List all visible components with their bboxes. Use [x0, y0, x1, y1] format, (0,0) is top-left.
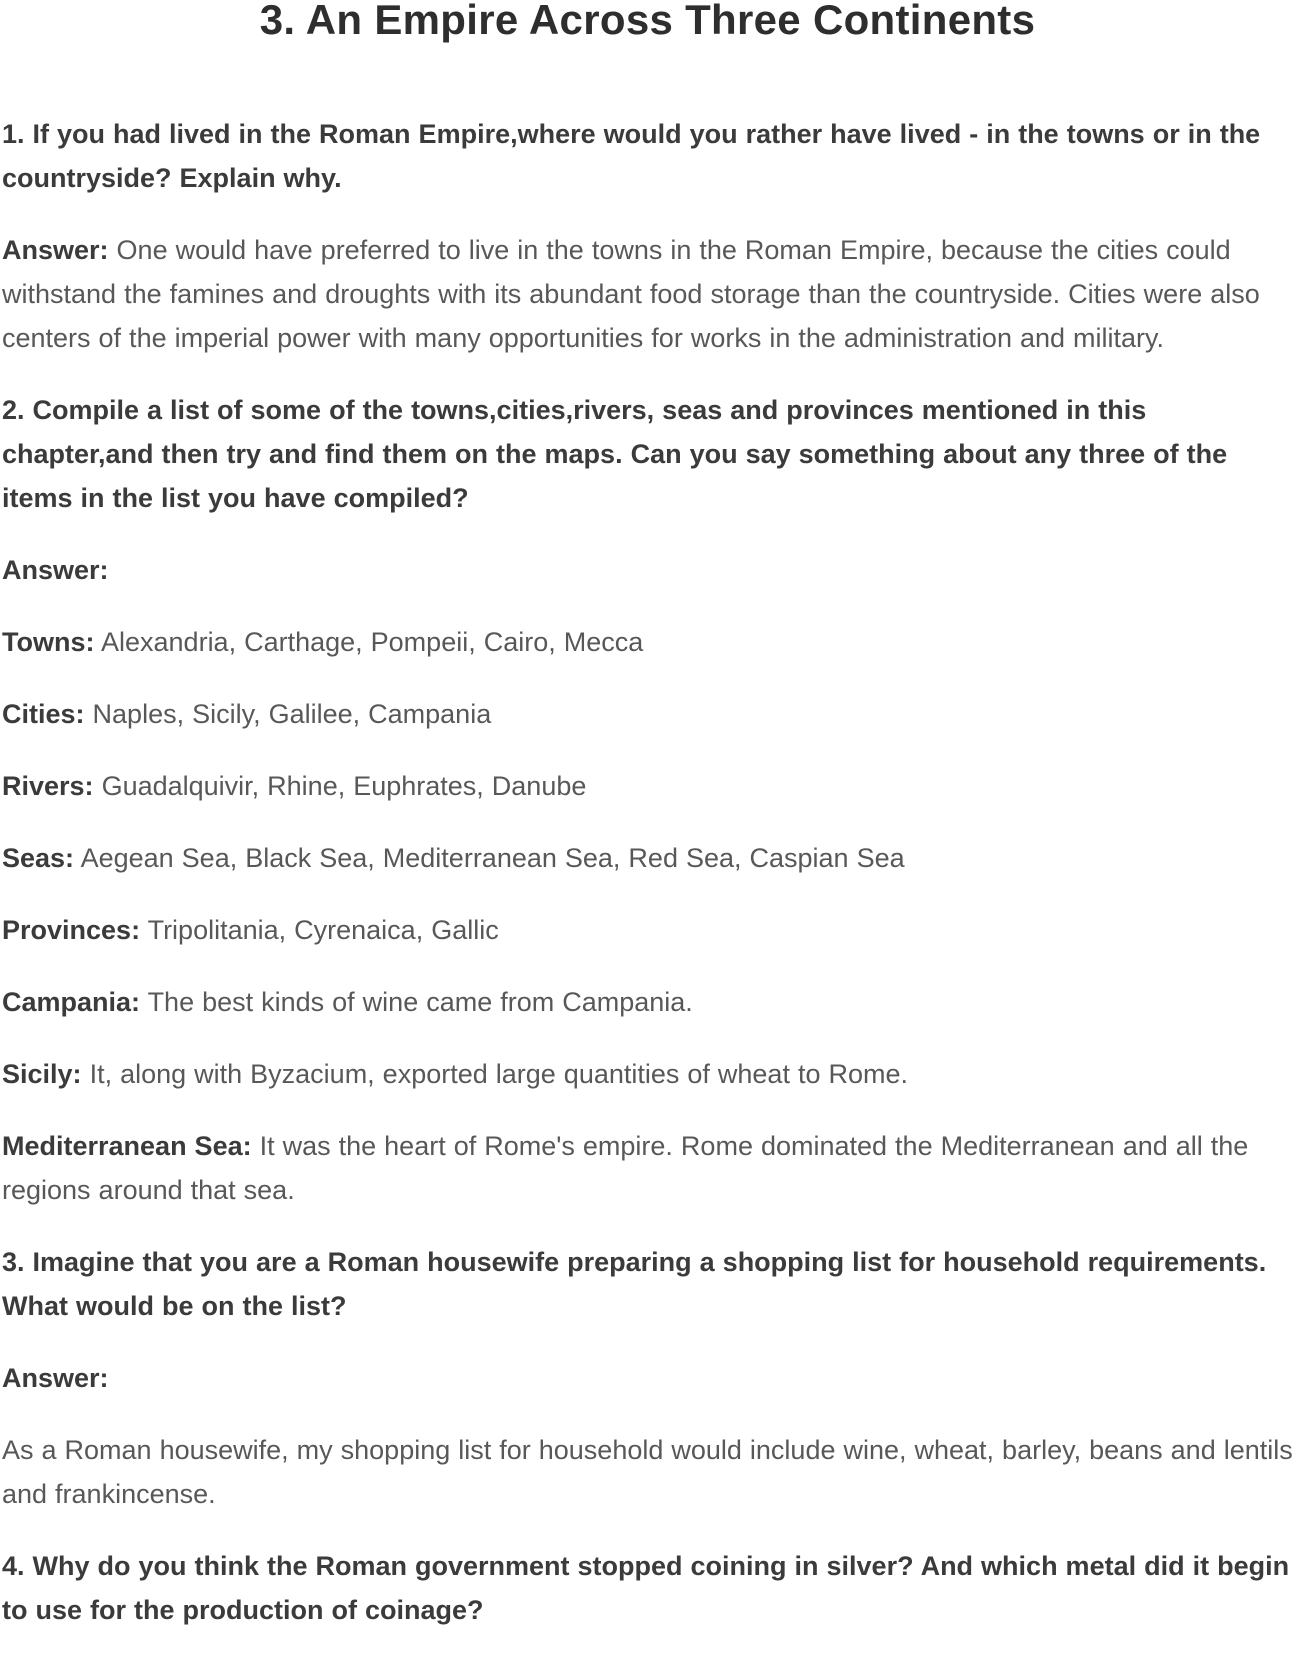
answer-1-label: Answer:: [2, 235, 109, 265]
answer-2-label: Answer:: [2, 555, 109, 585]
rivers-label: Rivers:: [2, 771, 94, 801]
answer-3-label: Answer:: [2, 1363, 109, 1393]
list-item-rivers: [2, 764, 1293, 808]
list-item-cities: [2, 692, 1293, 736]
list-item-provinces: [2, 908, 1293, 952]
question-4: 4. Why do you think the Roman government stopped coining in silver? And which metal did it begin to use for the production of coinage?: [2, 1551, 1290, 1625]
towns-label: Towns:: [2, 627, 95, 657]
question-1: 1. If you had lived in the Roman Empire,where would you rather have lived - in the towns or in the countryside? Explain why.: [2, 119, 1261, 193]
answer-1: [2, 228, 1293, 360]
list-item-seas: [2, 836, 1293, 880]
answer-2-label-line: [2, 548, 1293, 592]
cities-label: Cities:: [2, 699, 85, 729]
cities-value: Naples, Sicily, Galilee, Campania: [92, 699, 492, 729]
provinces-value: Tripolitania, Cyrenaica, Gallic: [147, 915, 499, 945]
note-campania: [2, 980, 1293, 1024]
campania-value: The best kinds of wine came from Campania.: [147, 987, 693, 1017]
question-2: 2. Compile a list of some of the towns,cities,rivers, seas and provinces mentioned in this chapter,and then try and find them on the maps. Can you say something about any three of the items in the list you have compiled?: [2, 395, 1228, 513]
answer-1-text: One would have preferred to live in the towns in the Roman Empire, because the cities could withstand the famines and droughts with its abundant food storage than the countryside. Cities were also centers of the imperial power with many opportunities for works in the administration and military.: [2, 235, 1260, 353]
rivers-value: Guadalquivir, Rhine, Euphrates, Danube: [101, 771, 587, 801]
sicily-value: It, along with Byzacium, exported large quantities of wheat to Rome.: [89, 1059, 908, 1089]
note-sicily: [2, 1052, 1293, 1096]
seas-value: Aegean Sea, Black Sea, Mediterranean Sea, Red Sea, Caspian Sea: [80, 843, 905, 873]
list-item-towns: [2, 620, 1293, 664]
seas-label: Seas:: [2, 843, 75, 873]
provinces-label: Provinces:: [2, 915, 141, 945]
note-mediterranean-sea: [2, 1124, 1293, 1212]
campania-label: Campania:: [2, 987, 141, 1017]
answer-3-text: As a Roman housewife, my shopping list for household would include wine, wheat, barley, beans and lentils and frankincense.: [2, 1435, 1293, 1509]
answer-3-label-line: [2, 1356, 1293, 1400]
sicily-label: Sicily:: [2, 1059, 82, 1089]
question-3: 3. Imagine that you are a Roman housewife preparing a shopping list for household requirements. What would be on the list?: [2, 1247, 1267, 1321]
page-title: 3. An Empire Across Three Continents: [259, 0, 1036, 43]
mediterranean-sea-label: Mediterranean Sea:: [2, 1131, 252, 1161]
towns-value: Alexandria, Carthage, Pompeii, Cairo, Mecca: [101, 627, 644, 657]
mediterranean-sea-value: It was the heart of Rome's empire. Rome dominated the Mediterranean and all the regions around that sea.: [2, 1131, 1249, 1205]
